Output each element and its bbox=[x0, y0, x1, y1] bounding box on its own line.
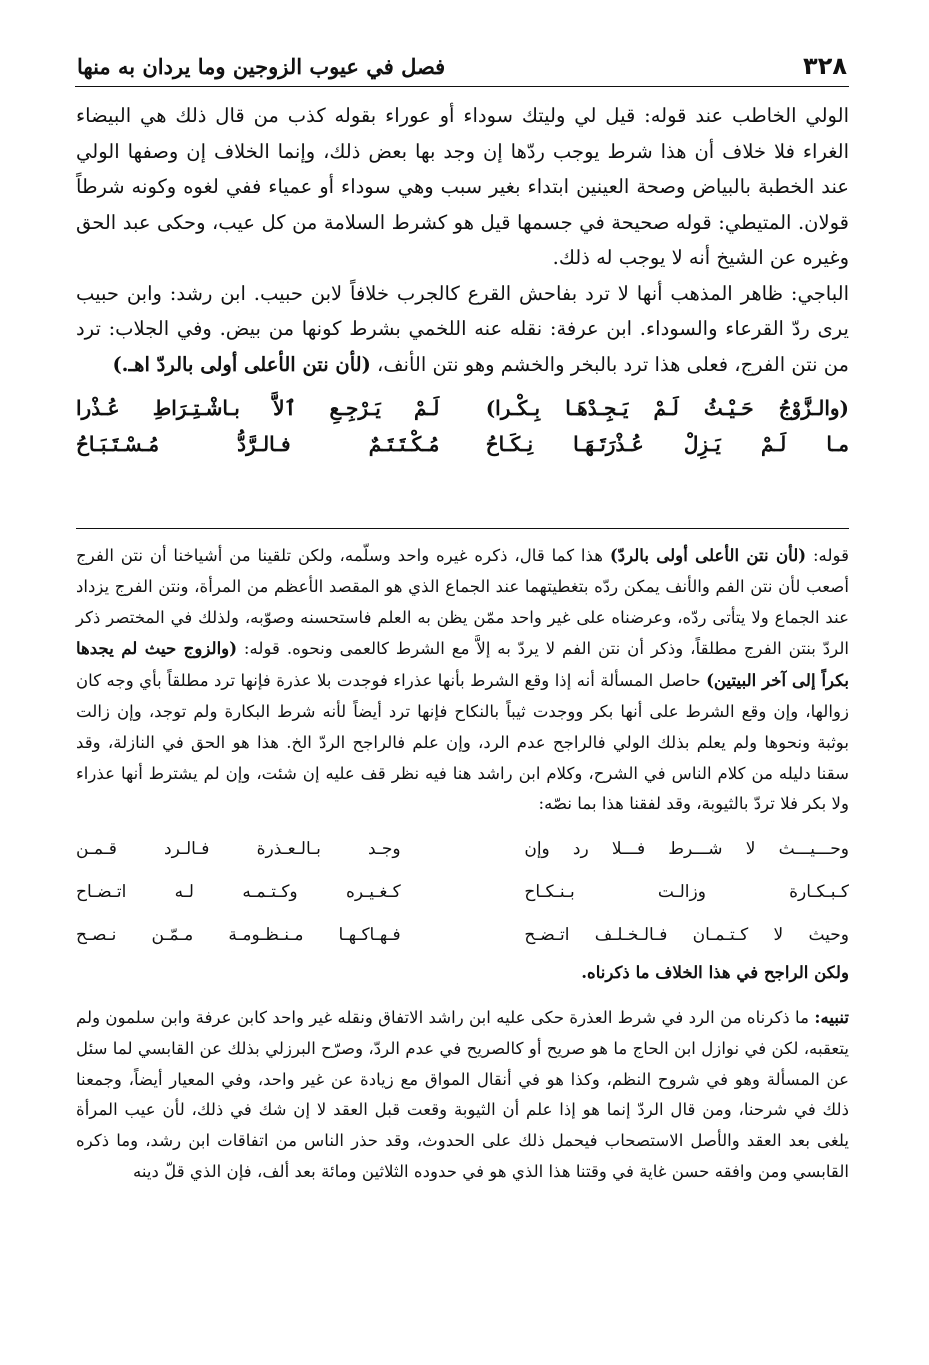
footnote-quote-1: (لأن نتن الأعلى أولى بالردّ) bbox=[609, 545, 807, 565]
verse-hemistich-right: (والـزَّوْجُ حَـيْـثُ لَـمْ يَـجِـدْهَـا بِـكْـرا) bbox=[485, 396, 849, 420]
verse-hemistich-right: وحـــيـــث لا شـــرط فـــلا رد وإن bbox=[524, 839, 849, 860]
footnote-quote-2: (والزوج حيث لم يجدها بكراً إلى آخر البيتين) bbox=[76, 638, 849, 691]
main-paragraph-2-bold: (لأن نتن الأعلى أولى بالردّ اهـ.) bbox=[112, 352, 371, 376]
main-verses bbox=[76, 390, 849, 462]
verse-hemistich-left: لَـمْ يَـرْجِـعِ ٱلاَّ بـاشْـتِـرَاطِ عُـذْرا bbox=[76, 396, 440, 420]
footnote-paragraph-1 bbox=[76, 540, 849, 820]
page-header bbox=[75, 50, 849, 87]
verse-line bbox=[76, 828, 849, 871]
note-label: تنبيه: bbox=[814, 1006, 849, 1027]
verse-hemistich-left: وجـد بـالـعـذرة فـالـرد قـمـن bbox=[76, 839, 401, 860]
footnote-separator bbox=[76, 528, 849, 529]
main-text bbox=[76, 98, 849, 462]
footnote-intro: قوله: bbox=[812, 546, 850, 565]
verse-line bbox=[76, 390, 849, 426]
main-paragraph-1: الولي الخاطب عند قوله: قيل لي وليتك سوداء أو عوراء بقوله كذب من قال ذلك هي البيضاء الغراء فلا خلاف أن هذا شرط يوجب ردّها إن وجد بها بعض ذلك، وإنما الخلاف إن وصفها الولي عند الخطبة بالبياض وصحة العينين ابتداء بغير سبب وهي سوداء أو عمياء ففي لغوه وكونه شرطاً قولان. المتيطي: قوله صحيحة في جسمها قيل هو كشرط السلامة من كل عيب، وحكى عبد الحق وغيره عن الشيخ أنه لا يوجب له ذلك. bbox=[76, 104, 849, 269]
verse-hemistich-left: مُـكْـتَـتَـمٌ فـالـرَّدُّ مُـسْـتَـبَـاحُ bbox=[76, 432, 440, 456]
running-title: فصل في عيوب الزوجين وما يردان به منها bbox=[77, 54, 446, 79]
footnote-note bbox=[76, 1002, 849, 1188]
footnote-conclusion: ولكن الراجح في هذا الخلاف ما ذكرناه. bbox=[581, 962, 849, 983]
verse-hemistich-left: كـغـيـره وكـتـمـه لـه اتـضـاح bbox=[76, 882, 401, 903]
footnote-verses bbox=[76, 828, 849, 957]
verse-hemistich-right: مـا لَـمْ يَـزِلْ عُـذْرَتَـهَـا نِـكَـاحُ bbox=[485, 432, 849, 456]
footnotes bbox=[76, 540, 849, 1188]
note-text: ما ذكرناه من الرد في شرط العذرة حكى عليه ابن راشد الاتفاق ونقله غير واحد كابن عرفة وابن سلمون ولم يتعقبه، لكن في نوازل ابن الحاج ما هو صريح أو كالصريح في عدم الردّ، وصرّح البرزلي بذلك عن القابسي لما سئل عن المسألة وهو في شروح النظم، وكذا هو في أنقال المواق مع زيادة عن غير واحد، وفي المعيار أيضاً، وجمعنا ذلك في شرحنا، ومن قال الردّ إنما هو إذا علم أن الثيوبة وقعت قبل العقد لا إن شك في ذلك، لأن عيب المرأة يلغى بعد العقد والأصل الاستصحاب فيحمل ذلك على الحدوث، وقد حذر الناس من اتفاقات ابن رشد، وما ذكره القابسي ومن وافقه حسن غاية في وقتنا هذا الذي هو في حدوده الثلاثين ومائة بعد ألف، فإن الذي قلّ دينه bbox=[76, 1007, 849, 1181]
verse-line bbox=[76, 914, 849, 957]
verse-hemistich-right: وحيث لا كـتـمـان فـالـخـلـف اتـضـح bbox=[524, 925, 849, 946]
footnote-gap bbox=[76, 988, 849, 1002]
main-paragraph-2 bbox=[76, 276, 849, 383]
verse-hemistich-left: فـهـاكـهـا مـنـظـومـة مـمّـن نـصـح bbox=[76, 925, 401, 946]
main-paragraph-2-text: الباجي: ظاهر المذهب أنها لا ترد بفاحش القرع كالجرب خلافاً لابن حبيب. ابن رشد: وابن حبيب يرى ردّ القرعاء والسوداء. ابن عرفة: نقله عنه اللخمي بشرط كونها من بيض. وفي الجلاب: ترد من نتن الفرج، فعلى هذا ترد بالبخر والخشم وهو نتن الأنف، bbox=[76, 281, 849, 376]
footnote-text-2: حاصل المسألة أنه إذا وقع الشرط بأنها عذراء فوجدت بلا عذرة فإنها ترد مطلقاً بأي وجه كان زوالها، وإن وقع الشرط على أنها بكر ووجدت ثيباً بالنكاح فإنها ترد أيضاً لأنه شرط البكارة ولم توجد، وإن زالت بوثبة ونحوها ولم يعلم بذلك الولي فالراجح عدم الرد، وإن علم فالراجح الردّ الخ. هذا هو الحق في النازلة، وقد سقنا دليله من كلام الناس في الشرح، وكلام ابن راشد هنا فيه نظر قف عليه إن شئت، وإن لم يشترط أنها عذراء ولا بكر فلا تردّ بالثيوبة، وقد لفقنا هذا بما نصّه: bbox=[76, 671, 849, 814]
verse-hemistich-right: كـبـكـارة وزالـت بـنـكـاح bbox=[524, 882, 849, 903]
verse-line bbox=[76, 426, 849, 462]
footnote-text-1: هذا كما قال، ذكره غيره واحد وسلّمه، ولكن تلقينا من أشياخنا أن نتن الفرج أصعب لأن نتن الفم والأنف يمكن ردّه بتغطيتهما عند الجماع الذي هو المقصد الأعظم من المرأة، ونتن الفرج يزداد عند الجماع ولا يتأتى ردّه، وعرضناه على غير واحد ممّن يظن به العلم فاستحسنه وصوّبه، ولذلك في المختصر ذكر الردّ بنتن الفرج مطلقاً، وذكر أن نتن الفم لا يردّ به إلاَّ مع الشرط كالعمى ونحوه. قوله: bbox=[76, 546, 849, 659]
verse-line bbox=[76, 871, 849, 914]
page-number: ٣٢٨ bbox=[803, 52, 847, 80]
